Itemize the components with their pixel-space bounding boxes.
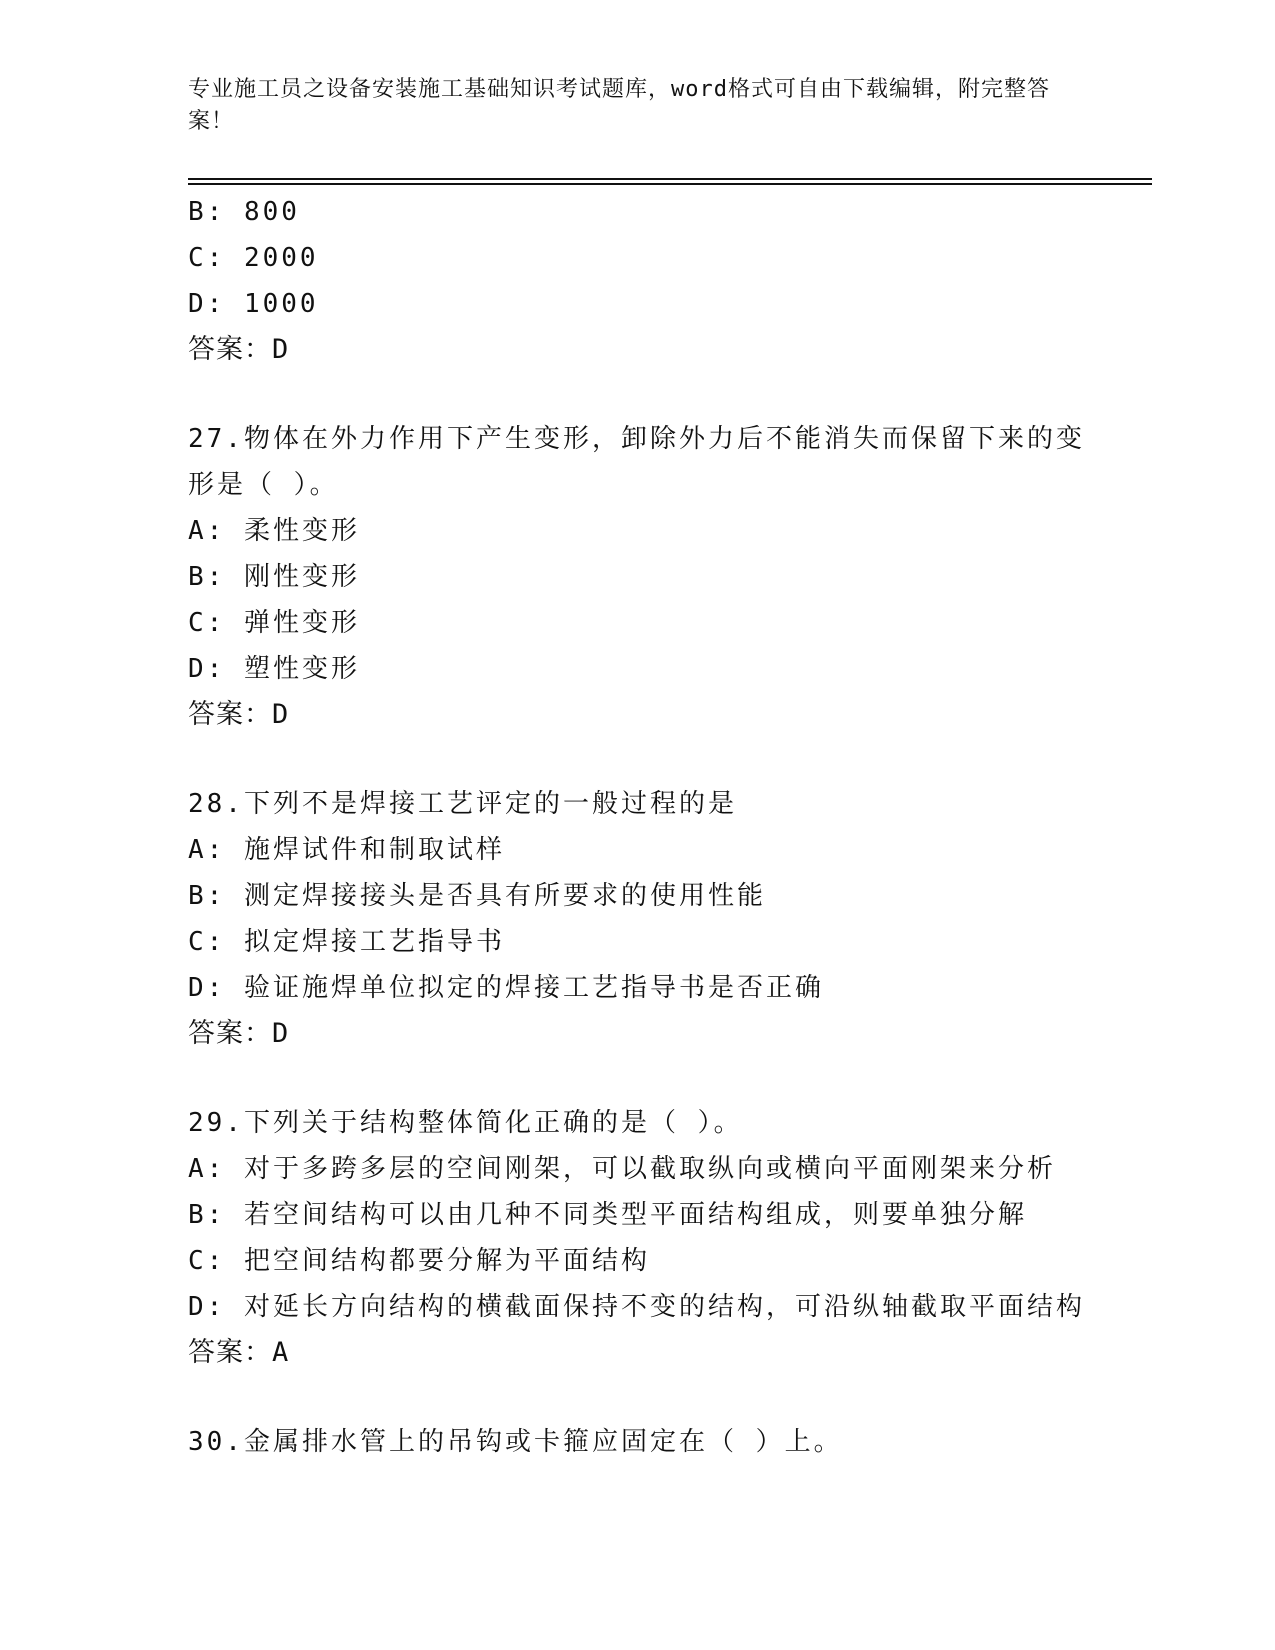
answer bbox=[188, 1011, 1088, 1057]
option-b: B: 测定焊接接头是否具有所要求的使用性能 bbox=[188, 881, 766, 911]
option-a: A: 柔性变形 bbox=[188, 516, 360, 546]
option-c: C: 弹性变形 bbox=[188, 608, 360, 638]
answer-value: D bbox=[272, 334, 290, 365]
question-list bbox=[188, 189, 1088, 1465]
question-26-continuation bbox=[188, 189, 1088, 373]
option-d: D: 对延长方向结构的横截面保持不变的结构，可沿纵轴截取平面结构 bbox=[188, 1292, 1085, 1322]
question-27 bbox=[188, 416, 1088, 738]
answer bbox=[188, 1330, 1088, 1376]
question-stem: 30.金属排水管上的吊钩或卡箍应固定在（ ）上。 bbox=[188, 1427, 843, 1457]
question-stem: 29.下列关于结构整体简化正确的是（ ）。 bbox=[188, 1108, 743, 1138]
answer-label: 答案： bbox=[188, 1018, 272, 1049]
option-b: B: 若空间结构可以由几种不同类型平面结构组成，则要单独分解 bbox=[188, 1200, 1027, 1230]
option-c: C: 把空间结构都要分解为平面结构 bbox=[188, 1246, 650, 1276]
option-a: A: 施焊试件和制取试样 bbox=[188, 835, 505, 865]
option-b: B: 800 bbox=[188, 197, 300, 227]
answer-value: A bbox=[272, 1337, 290, 1368]
option-a: A: 对于多跨多层的空间刚架，可以截取纵向或横向平面刚架来分析 bbox=[188, 1154, 1056, 1184]
document-header: 专业施工员之设备安装施工基础知识考试题库，word格式可自由下载编辑，附完整答案！ bbox=[188, 77, 1050, 134]
answer-label: 答案： bbox=[188, 334, 272, 365]
answer-label: 答案： bbox=[188, 699, 272, 730]
answer-value: D bbox=[272, 699, 290, 730]
option-b: B: 刚性变形 bbox=[188, 562, 360, 592]
question-28 bbox=[188, 781, 1088, 1057]
question-29 bbox=[188, 1100, 1088, 1376]
option-d: D: 1000 bbox=[188, 289, 319, 319]
option-c: C: 2000 bbox=[188, 243, 319, 273]
header-rule-top bbox=[188, 178, 1152, 180]
option-c: C: 拟定焊接工艺指导书 bbox=[188, 927, 505, 957]
answer-label: 答案： bbox=[188, 1337, 272, 1368]
question-30 bbox=[188, 1419, 1088, 1465]
option-d: D: 塑性变形 bbox=[188, 654, 360, 684]
question-stem: 27.物体在外力作用下产生变形，卸除外力后不能消失而保留下来的变形是（ ）。 bbox=[188, 424, 1085, 500]
answer bbox=[188, 692, 1088, 738]
answer bbox=[188, 327, 1088, 373]
question-stem: 28.下列不是焊接工艺评定的一般过程的是 bbox=[188, 789, 737, 819]
option-d: D: 验证施焊单位拟定的焊接工艺指导书是否正确 bbox=[188, 973, 824, 1003]
header-rule-bottom bbox=[188, 183, 1152, 185]
answer-value: D bbox=[272, 1018, 290, 1049]
